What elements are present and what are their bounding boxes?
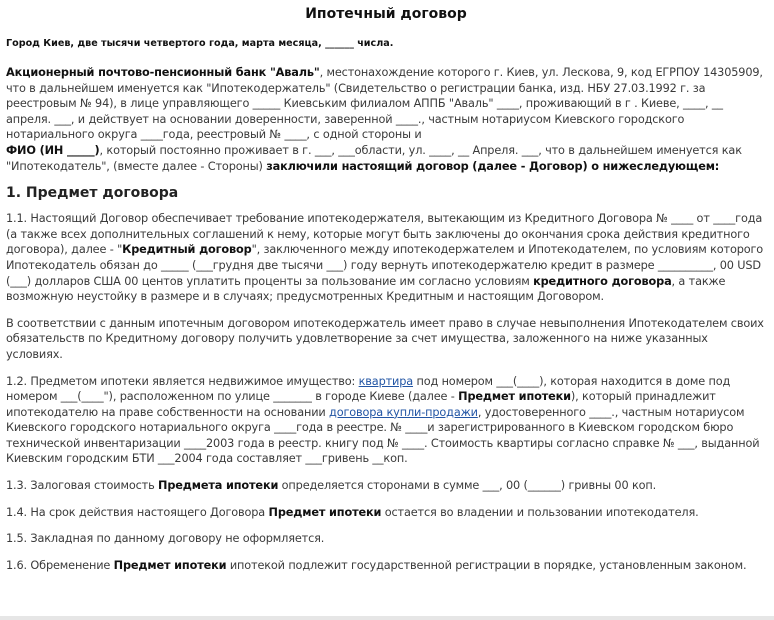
- text-segment: остается во владении и пользовании ипотекодателя.: [381, 505, 699, 519]
- bold-term: ФИО (ИН _____): [6, 143, 100, 157]
- text-segment: , а также возможную неустойку в размере и в случаях; предусмотренных Кредитным и настоящим Договором.: [6, 274, 726, 304]
- text-segment: 1.4. На срок действия настоящего Договора: [6, 505, 269, 519]
- bold-term: Предмета ипотеки: [158, 479, 279, 493]
- bottom-border: [0, 616, 774, 620]
- clause-paragraph: [6, 558, 766, 574]
- clause-paragraph: [6, 316, 766, 363]
- clause-paragraph: [6, 211, 766, 305]
- text-segment: 1.6. Обременение: [6, 558, 114, 572]
- bold-term: кредитного договора: [533, 274, 672, 288]
- text-segment: , местонахождение которого г. Киев, ул. Лескова, 9, код ЕГРПОУ 14305909, что в дальнейшем именуется как "Ипотекодержатель" (Свидетельство о регистрации банка, изд. НБУ 27.03.1992 г. за реестровым № 94), в лице управляющего _____ Киевським филиалом АППБ "Аваль" ____, проживающий в г . Киеве, ____, __ апреля. ___, и действует на основании доверенности, заверенной ____., частным нотариусом Киевского городского нотариального округа ____года, реестровый № ____, с одной стороны и: [6, 66, 763, 142]
- clause-paragraph: [6, 505, 766, 521]
- intro-section: [6, 65, 766, 174]
- text-segment: 1.2. Предметом ипотеки является недвижимое имущество:: [6, 374, 359, 388]
- text-segment: В соответствии с данным ипотечным договором ипотекодержатель имеет право в случае невыполнения Ипотекодателем своих обязательств по Кредитному договору получить удовлетворение за счет имущества, заложенного на ниже указанных условиях.: [6, 316, 764, 361]
- clause-paragraph: [6, 374, 766, 468]
- text-segment: определяется сторонами в сумме ___, 00 (______) гривны 00 коп.: [278, 479, 657, 493]
- clause-paragraph: [6, 478, 766, 494]
- bold-term: Предмет ипотеки: [458, 390, 571, 404]
- text-segment: ), который принадлежит ипотекодателю на праве собственности на основании: [6, 390, 716, 419]
- bold-term: Кредитный договор: [122, 243, 252, 257]
- text-segment: ", заключенного между ипотекодержателем и Ипотекодателем, по условиям которого Ипотекодатель обязан до _____ (___грудня две тысячи ___) году вернуть ипотекодержателю кредит в размере __________, 00 USD (___) долларов США 00 центов уплатить проценты за пользование им согласно условиям: [6, 243, 764, 288]
- section-body: [6, 211, 766, 573]
- document-link[interactable]: договора купли-продажи: [329, 405, 478, 419]
- text-segment: 1.5. Закладная по данному договору не оформляется.: [6, 532, 325, 546]
- document-title: Ипотечный договор: [305, 6, 467, 22]
- text-segment: , удостоверенного ____., частным нотариусом Киевского городского нотариального округа ____года в реестре. № ____и зарегистрированного в Киевском городском бюро технической инвентаризации ____2003 года в реестр. книгу под № ____. Стоимость квартиры согласно справке № ___, выданной Киевским городским БТИ ___2004 года составляет ___гривень __коп.: [6, 405, 760, 466]
- section-heading: 1. Предмет договора: [6, 185, 179, 202]
- clause-paragraph: [6, 531, 766, 547]
- document-link[interactable]: квартира: [358, 374, 414, 388]
- city-date-line: Город Киев, две тысячи четвертого года, марта месяца, ______ числа.: [6, 38, 394, 49]
- text-segment: 1.3. Залоговая стоимость: [6, 479, 159, 493]
- text-segment: ипотекой подлежит государственной регистрации в порядке, установленным законом.: [226, 558, 747, 572]
- intro-paragraph: [6, 65, 766, 174]
- bold-term: Акционерный почтово-пенсионный банк "Аваль": [6, 66, 320, 79]
- bold-term: заключили настоящий договор (далее - Договор) о нижеследующем:: [266, 159, 720, 173]
- bold-term: Предмет ипотеки: [268, 505, 382, 519]
- text-segment: под номером ___(____), которая находится в доме под номером ___(____"), расположенном по улице _______ в городе Киеве (далее -: [6, 374, 731, 404]
- text-segment: , который постоянно проживает в г. ___, ___области, ул. ____, __ Апреля. ___, что в дальнейшем именуется как "Ипотекодатель", (вместе далее - Стороны): [6, 143, 742, 173]
- bold-term: Предмет ипотеки: [113, 558, 227, 572]
- text-segment: 1.1. Настоящий Договор обеспечивает требование ипотекодержателя, вытекающим из Кредитного Договора № ____ от ____года (а также всех дополнительных соглашений к нему, которые могут быть заключены до окончания срока действия кредитного договора), далее - ": [6, 212, 763, 257]
